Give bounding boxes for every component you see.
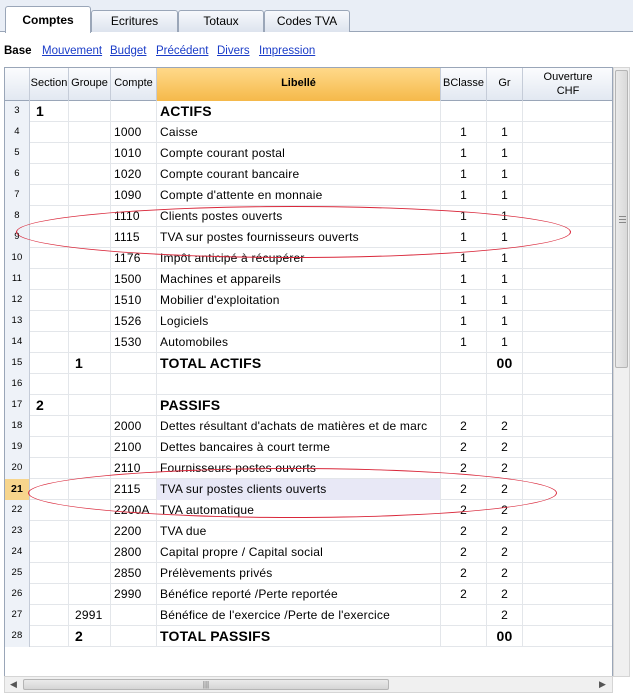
cell-bclasse[interactable]: [441, 374, 487, 395]
cell-section[interactable]: [30, 437, 69, 458]
row-number: 22: [5, 500, 30, 521]
accounts-table: [4, 67, 613, 677]
cell-gr[interactable]: [487, 395, 523, 416]
cell-ouverture[interactable]: [523, 311, 613, 332]
cell-section[interactable]: [30, 542, 69, 563]
cell-bclasse[interactable]: [441, 605, 487, 626]
cell-libelle[interactable]: TVA automatique: [157, 500, 441, 521]
cell-section[interactable]: [30, 605, 69, 626]
row-number: 7: [5, 185, 30, 206]
cell-compte[interactable]: [111, 101, 157, 122]
cell-compte[interactable]: 1110: [111, 206, 157, 227]
cell-gr[interactable]: 2: [487, 437, 523, 458]
row-number: 13: [5, 311, 30, 332]
table-row[interactable]: [5, 311, 613, 332]
cell-compte[interactable]: 1010: [111, 143, 157, 164]
cell-section[interactable]: [30, 521, 69, 542]
table-row[interactable]: [5, 143, 613, 164]
cell-gr[interactable]: 1: [487, 248, 523, 269]
row-number: 3: [5, 101, 30, 122]
cell-libelle[interactable]: Capital propre / Capital social: [157, 542, 441, 563]
cell-groupe[interactable]: 2: [69, 626, 111, 647]
cell-section[interactable]: [30, 500, 69, 521]
cell-bclasse[interactable]: 1: [441, 185, 487, 206]
cell-groupe[interactable]: [69, 542, 111, 563]
table-row[interactable]: [5, 227, 613, 248]
cell-ouverture[interactable]: [523, 332, 613, 353]
cell-ouverture[interactable]: [523, 626, 613, 647]
cell-ouverture[interactable]: [523, 521, 613, 542]
cell-gr[interactable]: 2: [487, 500, 523, 521]
cell-section[interactable]: [30, 332, 69, 353]
cell-compte[interactable]: [111, 605, 157, 626]
cell-gr[interactable]: 2: [487, 605, 523, 626]
cell-bclasse[interactable]: 1: [441, 311, 487, 332]
cell-libelle[interactable]: Clients postes ouverts: [157, 206, 441, 227]
cell-groupe[interactable]: 2991: [69, 605, 111, 626]
view-divers[interactable]: Divers: [217, 45, 250, 57]
cell-compte[interactable]: 2800: [111, 542, 157, 563]
cell-section[interactable]: 1: [30, 101, 69, 122]
cell-compte[interactable]: [111, 353, 157, 374]
cell-compte[interactable]: 1510: [111, 290, 157, 311]
cell-section[interactable]: [30, 248, 69, 269]
cell-libelle[interactable]: Fournisseurs postes ouverts: [157, 458, 441, 479]
scroll-right-arrow-icon[interactable]: ▶: [599, 679, 606, 689]
horizontal-scrollbar-thumb[interactable]: |||: [23, 679, 389, 690]
vertical-scrollbar[interactable]: [613, 67, 630, 677]
cell-compte[interactable]: 2110: [111, 458, 157, 479]
cell-section[interactable]: [30, 626, 69, 647]
cell-bclasse[interactable]: 2: [441, 416, 487, 437]
cell-compte[interactable]: 1090: [111, 185, 157, 206]
row-number: 15: [5, 353, 30, 374]
cell-groupe[interactable]: [69, 584, 111, 605]
cell-section[interactable]: [30, 458, 69, 479]
cell-groupe[interactable]: [69, 521, 111, 542]
tab-comptes[interactable]: Comptes: [5, 6, 91, 33]
row-number: 16: [5, 374, 30, 395]
cell-compte[interactable]: 1526: [111, 311, 157, 332]
cell-ouverture[interactable]: [523, 143, 613, 164]
cell-libelle[interactable]: Compte courant bancaire: [157, 164, 441, 185]
table-row[interactable]: [5, 626, 613, 647]
table-row[interactable]: [5, 563, 613, 584]
cell-libelle[interactable]: Prélèvements privés: [157, 563, 441, 584]
column-header-libelle[interactable]: Libellé: [157, 68, 441, 101]
cell-gr[interactable]: 1: [487, 332, 523, 353]
row-number: 11: [5, 269, 30, 290]
table-row[interactable]: [5, 584, 613, 605]
cell-compte[interactable]: 2990: [111, 584, 157, 605]
cell-bclasse[interactable]: 1: [441, 122, 487, 143]
cell-ouverture[interactable]: [523, 542, 613, 563]
cell-compte[interactable]: 1115: [111, 227, 157, 248]
vertical-scrollbar-thumb[interactable]: [615, 70, 628, 368]
cell-bclasse[interactable]: 1: [441, 248, 487, 269]
cell-bclasse[interactable]: 2: [441, 542, 487, 563]
cell-groupe[interactable]: [69, 290, 111, 311]
column-header-compte[interactable]: Compte: [111, 68, 157, 101]
row-number: 17: [5, 395, 30, 416]
cell-libelle[interactable]: Bénéfice reporté /Perte reportée: [157, 584, 441, 605]
table-row[interactable]: [5, 332, 613, 353]
cell-section[interactable]: [30, 584, 69, 605]
cell-groupe[interactable]: [69, 563, 111, 584]
row-number: 5: [5, 143, 30, 164]
row-number: 23: [5, 521, 30, 542]
cell-gr[interactable]: 1: [487, 269, 523, 290]
cell-gr[interactable]: 2: [487, 479, 523, 500]
cell-ouverture[interactable]: [523, 395, 613, 416]
cell-compte[interactable]: 2100: [111, 437, 157, 458]
row-number: 4: [5, 122, 30, 143]
cell-compte[interactable]: 1530: [111, 332, 157, 353]
cell-compte[interactable]: 1000: [111, 122, 157, 143]
cell-bclasse[interactable]: 2: [441, 458, 487, 479]
cell-gr[interactable]: 1: [487, 311, 523, 332]
cell-groupe[interactable]: [69, 332, 111, 353]
cell-groupe[interactable]: [69, 248, 111, 269]
table-header: [5, 68, 613, 101]
cell-bclasse[interactable]: [441, 626, 487, 647]
cell-bclasse[interactable]: 1: [441, 290, 487, 311]
column-header-ouverture-label: Ouverture: [543, 71, 593, 83]
cell-groupe[interactable]: [69, 101, 111, 122]
cell-compte[interactable]: 2200: [111, 521, 157, 542]
cell-bclasse[interactable]: [441, 395, 487, 416]
cell-libelle[interactable]: TOTAL ACTIFS: [157, 353, 441, 374]
cell-groupe[interactable]: [69, 269, 111, 290]
cell-gr[interactable]: 1: [487, 227, 523, 248]
table-row[interactable]: [5, 479, 613, 500]
cell-ouverture[interactable]: [523, 437, 613, 458]
cell-groupe[interactable]: 1: [69, 353, 111, 374]
cell-ouverture[interactable]: [523, 101, 613, 122]
cell-section[interactable]: [30, 311, 69, 332]
cell-ouverture[interactable]: [523, 269, 613, 290]
row-number: 9: [5, 227, 30, 248]
column-header-ouverture-currency: CHF: [556, 85, 580, 97]
table-row[interactable]: [5, 605, 613, 626]
cell-bclasse[interactable]: 1: [441, 206, 487, 227]
tab-bar: [0, 0, 633, 32]
cell-bclasse[interactable]: 1: [441, 143, 487, 164]
cell-libelle[interactable]: ACTIFS: [157, 101, 441, 122]
cell-gr[interactable]: 2: [487, 584, 523, 605]
view-precedent[interactable]: Précédent: [156, 45, 209, 57]
cell-gr[interactable]: 1: [487, 290, 523, 311]
table-row[interactable]: [5, 542, 613, 563]
cell-section[interactable]: [30, 290, 69, 311]
cell-section[interactable]: [30, 143, 69, 164]
table-row[interactable]: [5, 101, 613, 122]
cell-gr[interactable]: 2: [487, 542, 523, 563]
column-header-section[interactable]: Section: [30, 68, 69, 101]
cell-bclasse[interactable]: 1: [441, 164, 487, 185]
cell-compte[interactable]: 1500: [111, 269, 157, 290]
table-row[interactable]: [5, 458, 613, 479]
cell-libelle[interactable]: Compte courant postal: [157, 143, 441, 164]
table-row[interactable]: [5, 185, 613, 206]
cell-gr[interactable]: 00: [487, 353, 523, 374]
cell-groupe[interactable]: [69, 227, 111, 248]
cell-gr[interactable]: 1: [487, 164, 523, 185]
cell-gr[interactable]: 1: [487, 143, 523, 164]
cell-libelle[interactable]: Logiciels: [157, 311, 441, 332]
cell-libelle[interactable]: TVA sur postes fournisseurs ouverts: [157, 227, 441, 248]
table-row[interactable]: [5, 248, 613, 269]
cell-groupe[interactable]: [69, 458, 111, 479]
cell-bclasse[interactable]: 1: [441, 227, 487, 248]
cell-gr[interactable]: [487, 374, 523, 395]
table-row[interactable]: [5, 374, 613, 395]
cell-compte[interactable]: [111, 374, 157, 395]
cell-gr[interactable]: 2: [487, 416, 523, 437]
cell-section[interactable]: [30, 206, 69, 227]
cell-libelle[interactable]: Impôt anticipé à récupérer: [157, 248, 441, 269]
cell-section[interactable]: [30, 416, 69, 437]
cell-libelle[interactable]: TVA due: [157, 521, 441, 542]
cell-groupe[interactable]: [69, 479, 111, 500]
cell-compte[interactable]: [111, 626, 157, 647]
cell-ouverture[interactable]: [523, 584, 613, 605]
row-number: 14: [5, 332, 30, 353]
cell-libelle[interactable]: TOTAL PASSIFS: [157, 626, 441, 647]
cell-ouverture[interactable]: [523, 500, 613, 521]
row-number: 28: [5, 626, 30, 647]
cell-gr[interactable]: 1: [487, 122, 523, 143]
cell-section[interactable]: [30, 479, 69, 500]
view-impression[interactable]: Impression: [259, 45, 316, 57]
column-header-gr[interactable]: Gr: [487, 68, 523, 101]
row-number: 10: [5, 248, 30, 269]
cell-bclasse[interactable]: [441, 353, 487, 374]
table-row[interactable]: [5, 395, 613, 416]
cell-gr[interactable]: 1: [487, 206, 523, 227]
cell-compte[interactable]: 1020: [111, 164, 157, 185]
cell-bclasse[interactable]: 2: [441, 500, 487, 521]
cell-gr[interactable]: [487, 101, 523, 122]
cell-gr[interactable]: 00: [487, 626, 523, 647]
cell-ouverture[interactable]: [523, 164, 613, 185]
table-row[interactable]: [5, 500, 613, 521]
cell-groupe[interactable]: [69, 437, 111, 458]
cell-ouverture[interactable]: [523, 206, 613, 227]
column-header-groupe[interactable]: Groupe: [69, 68, 111, 101]
row-number: 20: [5, 458, 30, 479]
table-row[interactable]: [5, 353, 613, 374]
tab-ecritures[interactable]: Ecritures: [91, 10, 178, 32]
cell-libelle[interactable]: PASSIFS: [157, 395, 441, 416]
cell-groupe[interactable]: [69, 311, 111, 332]
cell-bclasse[interactable]: 2: [441, 563, 487, 584]
cell-section[interactable]: [30, 227, 69, 248]
tab-codes-tva[interactable]: Codes TVA: [264, 10, 350, 32]
cell-ouverture[interactable]: [523, 605, 613, 626]
cell-ouverture[interactable]: [523, 374, 613, 395]
cell-compte[interactable]: [111, 395, 157, 416]
row-number: 27: [5, 605, 30, 626]
cell-compte[interactable]: 2850: [111, 563, 157, 584]
cell-bclasse[interactable]: 2: [441, 437, 487, 458]
table-row[interactable]: [5, 206, 613, 227]
cell-libelle[interactable]: Automobiles: [157, 332, 441, 353]
cell-section[interactable]: [30, 122, 69, 143]
cell-groupe[interactable]: [69, 122, 111, 143]
row-number: 8: [5, 206, 30, 227]
cell-section[interactable]: [30, 185, 69, 206]
cell-section[interactable]: [30, 374, 69, 395]
tab-totaux[interactable]: Totaux: [178, 10, 264, 32]
row-number: 18: [5, 416, 30, 437]
view-mouvement[interactable]: Mouvement: [42, 45, 103, 57]
cell-section[interactable]: [30, 353, 69, 374]
cell-ouverture[interactable]: [523, 353, 613, 374]
cell-ouverture[interactable]: [523, 458, 613, 479]
cell-groupe[interactable]: [69, 206, 111, 227]
cell-libelle[interactable]: [157, 374, 441, 395]
cell-libelle[interactable]: Compte d'attente en monnaie: [157, 185, 441, 206]
cell-groupe[interactable]: [69, 143, 111, 164]
table-row[interactable]: [5, 164, 613, 185]
cell-section[interactable]: 2: [30, 395, 69, 416]
cell-bclasse[interactable]: [441, 101, 487, 122]
cell-bclasse[interactable]: 2: [441, 521, 487, 542]
scroll-left-arrow-icon[interactable]: ◀: [10, 679, 17, 689]
cell-section[interactable]: [30, 563, 69, 584]
cell-libelle[interactable]: Caisse: [157, 122, 441, 143]
table-row[interactable]: [5, 521, 613, 542]
cell-ouverture[interactable]: [523, 185, 613, 206]
view-budget[interactable]: Budget: [110, 45, 147, 57]
cell-groupe[interactable]: [69, 164, 111, 185]
cell-ouverture[interactable]: [523, 563, 613, 584]
table-row[interactable]: [5, 290, 613, 311]
cell-gr[interactable]: 2: [487, 458, 523, 479]
cell-compte[interactable]: 1176: [111, 248, 157, 269]
cell-groupe[interactable]: [69, 374, 111, 395]
row-number: 19: [5, 437, 30, 458]
cell-bclasse[interactable]: 2: [441, 584, 487, 605]
cell-groupe[interactable]: [69, 395, 111, 416]
row-number: 6: [5, 164, 30, 185]
cell-ouverture[interactable]: [523, 227, 613, 248]
cell-compte[interactable]: 2115: [111, 479, 157, 500]
cell-section[interactable]: [30, 164, 69, 185]
row-number: 24: [5, 542, 30, 563]
cell-ouverture[interactable]: [523, 416, 613, 437]
table-row[interactable]: [5, 269, 613, 290]
cell-bclasse[interactable]: 1: [441, 269, 487, 290]
row-number-header: [5, 68, 30, 101]
cell-libelle[interactable]: Dettes bancaires à court terme: [157, 437, 441, 458]
cell-bclasse[interactable]: 2: [441, 479, 487, 500]
cell-ouverture[interactable]: [523, 122, 613, 143]
cell-libelle[interactable]: Dettes résultant d'achats de matières et de marc: [157, 416, 441, 437]
cell-section[interactable]: [30, 269, 69, 290]
cell-gr[interactable]: 2: [487, 563, 523, 584]
horizontal-scrollbar[interactable]: [4, 676, 613, 693]
column-header-ouverture[interactable]: [523, 68, 613, 101]
cell-groupe[interactable]: [69, 500, 111, 521]
row-number: 21: [5, 479, 30, 500]
cell-libelle[interactable]: TVA sur postes clients ouverts: [157, 479, 441, 500]
cell-libelle[interactable]: Bénéfice de l'exercice /Perte de l'exercice: [157, 605, 441, 626]
column-header-bclasse[interactable]: BClasse: [441, 68, 487, 101]
row-number: 12: [5, 290, 30, 311]
cell-compte[interactable]: 2200A: [111, 500, 157, 521]
cell-ouverture[interactable]: [523, 479, 613, 500]
view-base[interactable]: Base: [4, 45, 32, 57]
table-row[interactable]: [5, 122, 613, 143]
cell-gr[interactable]: 2: [487, 521, 523, 542]
row-number: 26: [5, 584, 30, 605]
cell-groupe[interactable]: [69, 185, 111, 206]
cell-ouverture[interactable]: [523, 248, 613, 269]
cell-gr[interactable]: 1: [487, 185, 523, 206]
cell-libelle[interactable]: Machines et appareils: [157, 269, 441, 290]
row-number: 25: [5, 563, 30, 584]
cell-bclasse[interactable]: 1: [441, 332, 487, 353]
cell-ouverture[interactable]: [523, 290, 613, 311]
cell-libelle[interactable]: Mobilier d'exploitation: [157, 290, 441, 311]
cell-compte[interactable]: 2000: [111, 416, 157, 437]
cell-groupe[interactable]: [69, 416, 111, 437]
table-row[interactable]: [5, 416, 613, 437]
table-row[interactable]: [5, 437, 613, 458]
view-bar: [0, 33, 633, 67]
